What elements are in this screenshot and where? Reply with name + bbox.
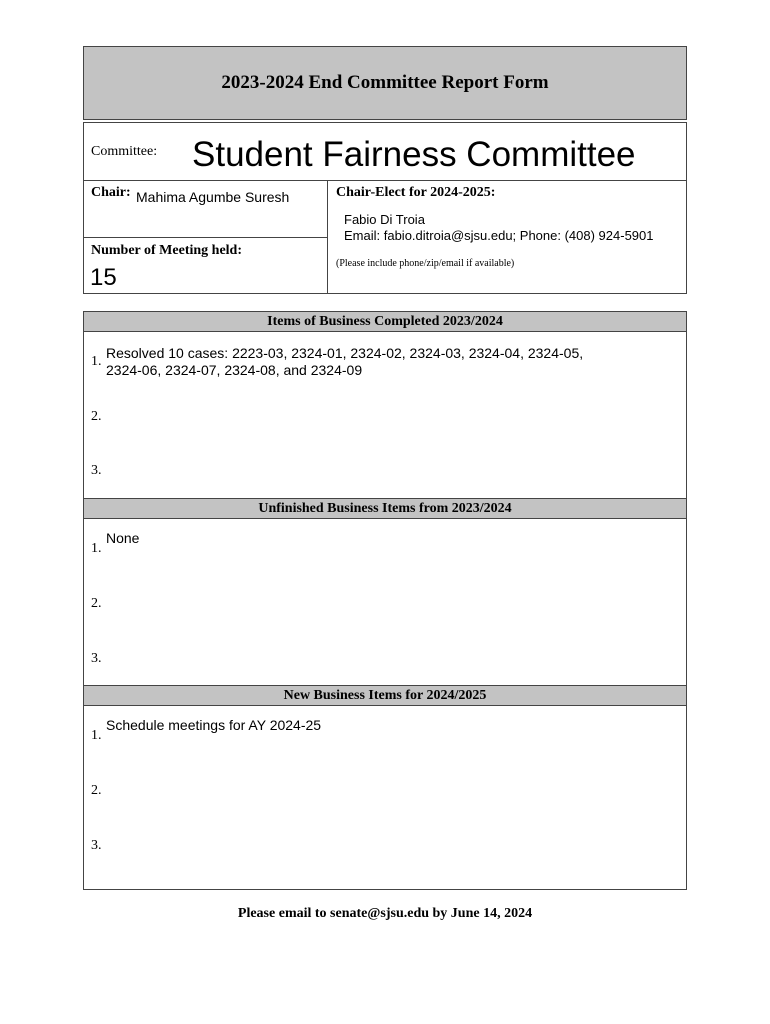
item-number: 1.	[91, 541, 102, 556]
report-form	[83, 46, 687, 294]
chair-row	[84, 180, 686, 293]
chair-field[interactable]: Mahima Agumbe Suresh	[136, 189, 290, 205]
chair-elect-contact-field[interactable]: Email: fabio.ditroia@sjsu.edu; Phone: (408) 924-5901	[344, 228, 654, 243]
item-number: 3.	[91, 651, 102, 666]
section-body-completed	[84, 332, 686, 498]
chair-elect-name-field[interactable]: Fabio Di Troia	[344, 212, 425, 227]
completed-item-1-line-2[interactable]: 2324-06, 2324-07, 2324-08, and 2324-09	[106, 362, 363, 378]
section-heading-new: New Business Items for 2024/2025	[84, 685, 686, 706]
item-number: 1.	[91, 354, 102, 369]
item-number: 2.	[91, 596, 102, 611]
meetings-cell	[84, 238, 327, 293]
chair-cell	[84, 181, 327, 238]
item-number: 3.	[91, 838, 102, 853]
committee-field[interactable]: Student Fairness Committee	[192, 135, 636, 174]
chair-column	[84, 181, 328, 293]
form-title: 2023-2024 End Committee Report Form	[83, 46, 687, 120]
item-number: 3.	[91, 463, 102, 478]
meetings-label: Number of Meeting held:	[91, 243, 242, 258]
committee-info	[83, 122, 687, 294]
item-number: 2.	[91, 409, 102, 424]
unfinished-item-1[interactable]: None	[106, 530, 140, 546]
footer-instruction: Please email to senate@sjsu.edu by June 14, 2024	[237, 906, 533, 921]
chair-elect-cell	[328, 181, 686, 293]
business-items-table	[83, 311, 687, 890]
section-heading-unfinished: Unfinished Business Items from 2023/2024	[84, 498, 686, 519]
committee-label: Committee:	[91, 144, 158, 159]
chair-label: Chair:	[91, 185, 131, 200]
section-body-new	[84, 706, 686, 889]
section-heading-completed: Items of Business Completed 2023/2024	[84, 312, 686, 332]
completed-item-1-line-1[interactable]: Resolved 10 cases: 2223-03, 2324-01, 2324-02, 2324-03, 2324-04, 2324-05,	[106, 345, 584, 361]
item-number: 1.	[91, 728, 102, 743]
chair-elect-note: (Please include phone/zip/email if available)	[336, 258, 515, 269]
section-body-unfinished	[84, 519, 686, 685]
committee-row	[84, 122, 686, 180]
chair-elect-label: Chair-Elect for 2024-2025:	[336, 185, 496, 200]
item-number: 2.	[91, 783, 102, 798]
meetings-field[interactable]: 15	[90, 264, 117, 291]
new-item-1[interactable]: Schedule meetings for AY 2024-25	[106, 717, 322, 733]
